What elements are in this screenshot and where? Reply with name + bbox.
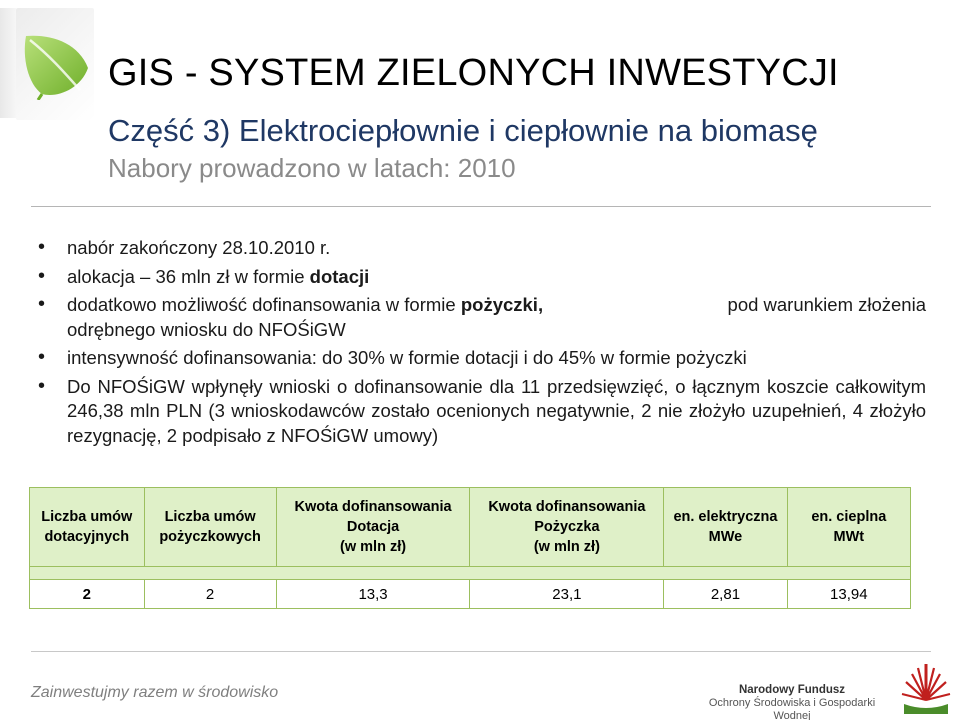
bullet-item	[38, 346, 926, 371]
header-line: MWe	[708, 529, 743, 545]
header-line: en. elektryczna	[673, 509, 778, 525]
header-line: MWt	[833, 529, 865, 545]
bullet-text-right: pod warunkiem złożenia	[727, 294, 926, 315]
table-header-row	[30, 488, 911, 567]
table-spacer-cell	[30, 567, 911, 580]
bullet-list	[38, 236, 926, 452]
header-line: (w mln zł)	[340, 539, 407, 555]
header-kwota-dotacja	[276, 488, 470, 567]
header-line: Kwota dofinansowania	[294, 499, 452, 515]
header-line: pożyczkowych	[159, 529, 261, 545]
bullet-bold: dotacji	[309, 265, 370, 287]
decorative-gray-strip	[0, 8, 16, 118]
bullet-dot-icon: •	[38, 346, 46, 368]
bullet-item	[38, 265, 926, 290]
slide-title: GIS - SYSTEM ZIELONYCH INWESTYCJI	[108, 52, 839, 94]
header-line: dotacyjnych	[44, 529, 130, 545]
bullet-dot-icon: •	[38, 236, 46, 258]
fund-name-line1: Narodowy Fundusz	[738, 684, 846, 696]
footer-slogan: Zainwestujmy razem w środowisko	[31, 684, 279, 701]
bullet-bold: pożyczki,	[460, 294, 544, 315]
bottom-divider	[31, 651, 931, 652]
header-line: Pożyczka	[534, 519, 600, 535]
summary-table	[29, 487, 911, 609]
fund-name	[692, 684, 892, 720]
table-cell: 13,3	[276, 580, 470, 609]
bullet-dot-icon: •	[38, 293, 46, 315]
bullet-text-continuation: odrębnego wniosku do NFOŚiGW	[67, 318, 346, 340]
header-line: Liczba umów	[164, 509, 256, 525]
intro-text: Nabory prowadzono w latach: 2010	[108, 153, 516, 183]
slide-subtitle: Część 3) Elektrociepłownie i ciepłownie na biomasę	[108, 113, 818, 148]
bullet-text: alokacja – 36 mln zł w formie	[67, 265, 310, 287]
table-cell: 2	[144, 580, 276, 609]
table-row	[30, 580, 911, 609]
table-spacer-row	[30, 567, 911, 580]
top-divider	[31, 206, 931, 207]
header-line: Dotacja	[346, 519, 400, 535]
bullet-dot-icon: •	[38, 374, 46, 397]
header-en-cieplna	[787, 488, 910, 567]
fund-name-line2: Ochrony Środowiska i Gospodarki Wodnej	[708, 697, 876, 720]
bullet-item	[38, 375, 926, 449]
header-dotacyjnych	[30, 488, 145, 567]
table-cell: 13,94	[787, 580, 910, 609]
header-line: en. cieplna	[811, 509, 887, 525]
bullet-text: intensywność dofinansowania: do 30% w formie dotacji i do 45% w formie pożyczki	[67, 347, 747, 368]
table-cell: 2,81	[664, 580, 787, 609]
bullet-dot-icon: •	[38, 264, 46, 287]
bullet-item	[38, 236, 926, 261]
leaf-icon	[20, 28, 94, 100]
bullet-text: dodatkowo możliwość dofinansowania w formie	[67, 294, 461, 315]
table-cell: 23,1	[470, 580, 664, 609]
header-line: Liczba umów	[41, 509, 133, 525]
header-kwota-pozyczka	[470, 488, 664, 567]
bullet-text: Do NFOŚiGW wpłynęły wnioski o dofinansowanie dla 11 przedsięwzięć, o łącznym koszcie całkowitym 246,38 mln PLN (3 wnioskodawców zostało ocenionych negatywnie, 2 nie złożyło uzupełnień, 4 złożyło rezygnację, 2 podpisało z NFOŚiGW umowy)	[67, 375, 926, 446]
bullet-text: nabór zakończony 28.10.2010 r.	[67, 237, 331, 258]
header-en-elektryczna	[664, 488, 787, 567]
header-line: (w mln zł)	[533, 539, 600, 555]
nfosigw-logo-icon	[898, 660, 954, 718]
bullet-item	[38, 293, 926, 342]
header-line: Kwota dofinansowania	[488, 499, 646, 515]
header-pozyczkowych	[144, 488, 276, 567]
table-cell: 2	[30, 580, 145, 609]
